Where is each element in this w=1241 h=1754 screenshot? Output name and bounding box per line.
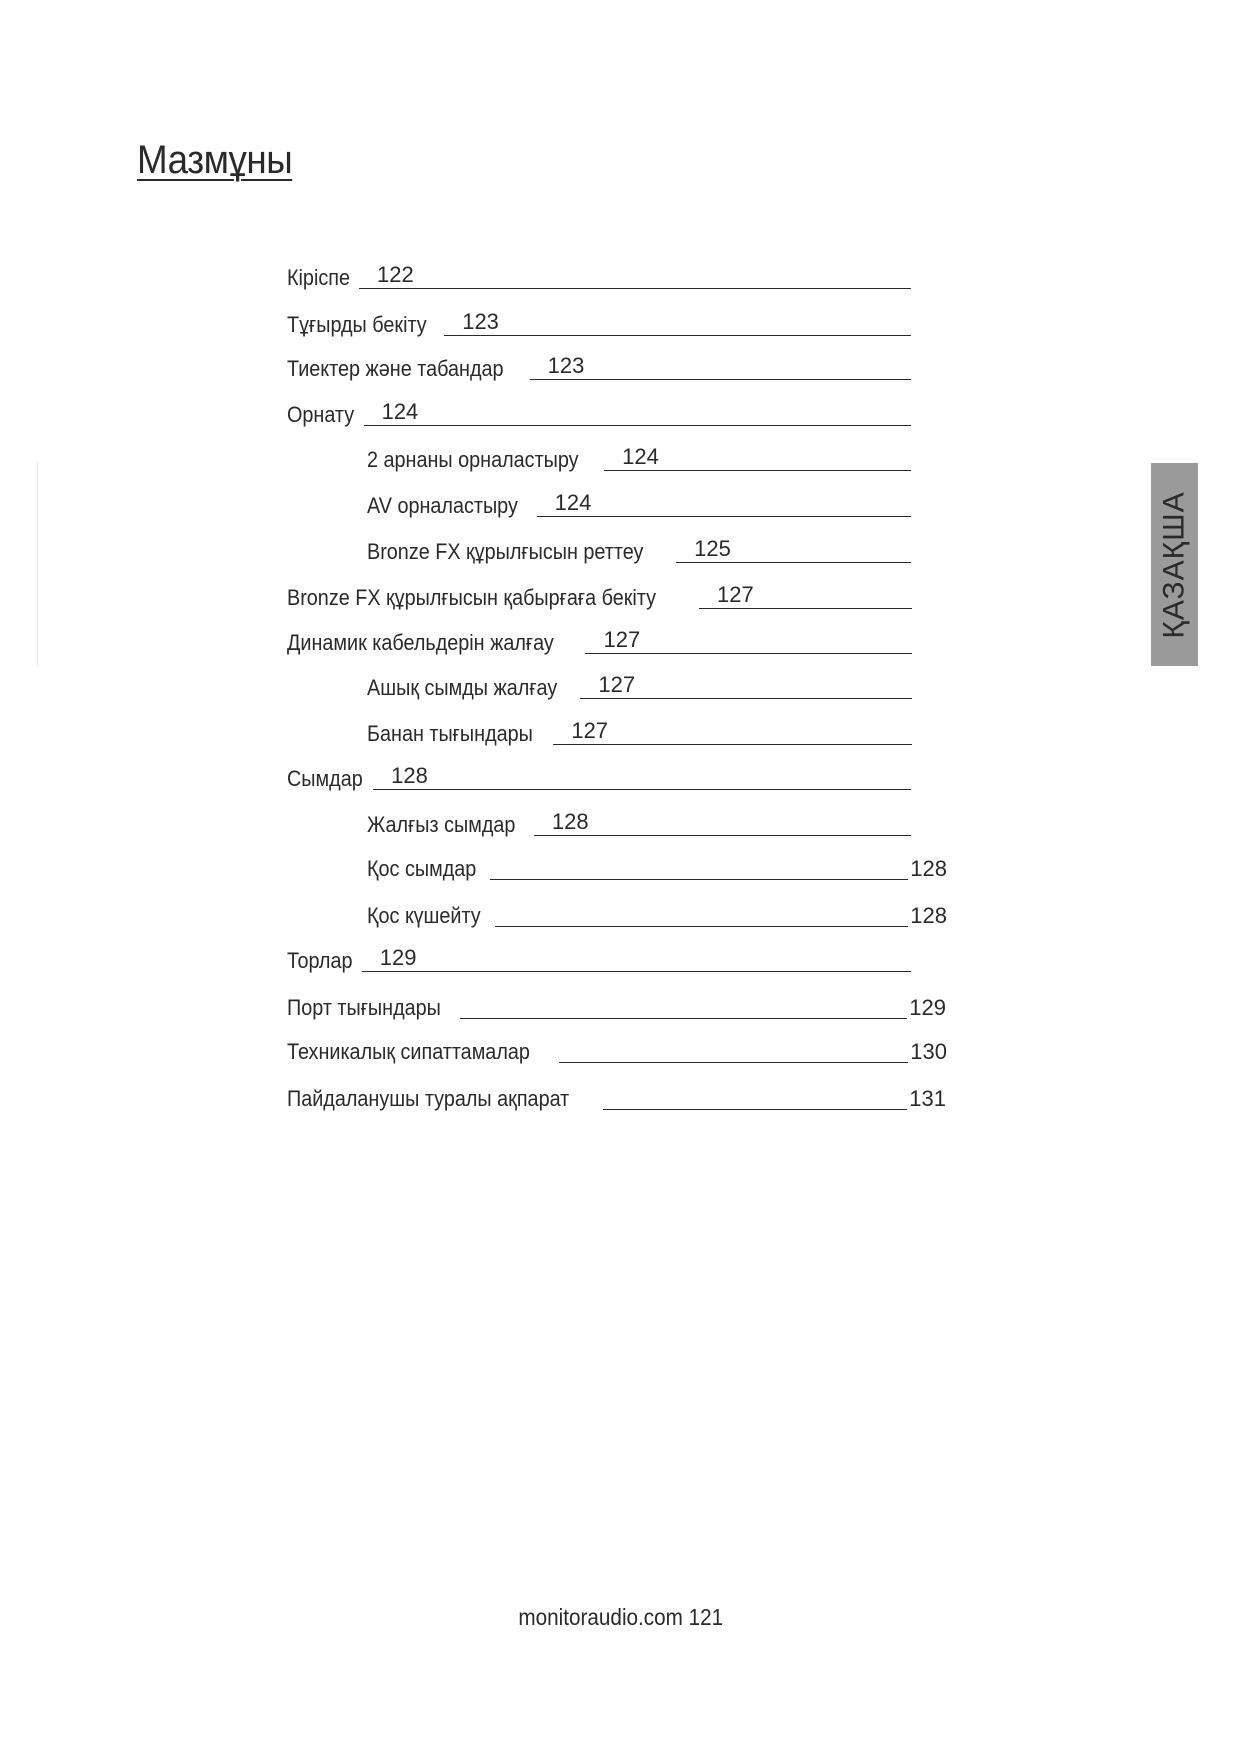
toc-entry[interactable] bbox=[287, 1033, 947, 1063]
toc-entry-page: 129 bbox=[379, 945, 417, 970]
toc-entry-page: 128 bbox=[391, 763, 428, 788]
toc-entry[interactable] bbox=[287, 942, 911, 972]
toc-entry-page: 128 bbox=[910, 856, 947, 881]
toc-entry-title: AV орналастыру bbox=[367, 493, 518, 518]
toc-entry-page: 127 bbox=[598, 672, 636, 697]
toc-entry[interactable] bbox=[367, 669, 912, 699]
toc-entry[interactable] bbox=[287, 1080, 946, 1110]
toc-entry[interactable] bbox=[287, 396, 911, 426]
toc-entry-page: 128 bbox=[551, 809, 589, 834]
toc-leader-line bbox=[530, 353, 911, 380]
toc-leader-line bbox=[585, 627, 912, 654]
toc-leader-line bbox=[534, 809, 911, 836]
page-footer bbox=[0, 1604, 1241, 1631]
toc-entry-page: 125 bbox=[694, 536, 731, 561]
toc-entry-page: 129 bbox=[909, 995, 946, 1020]
toc-leader-line bbox=[603, 1087, 908, 1110]
toc-entry-title: Порт тығындары bbox=[287, 995, 441, 1020]
toc-entry[interactable] bbox=[287, 350, 911, 380]
toc-entry[interactable] bbox=[287, 306, 911, 336]
toc-entry[interactable] bbox=[367, 715, 912, 745]
toc-entry-page: 123 bbox=[547, 353, 585, 378]
toc-entry-title: Кіріспе bbox=[287, 265, 350, 290]
toc-leader-line bbox=[364, 399, 911, 426]
toc-leader-line bbox=[676, 536, 911, 563]
toc-entry-title: Динамик кабельдерін жалғау bbox=[287, 630, 554, 655]
toc-entry[interactable] bbox=[367, 533, 911, 563]
toc-entry-page: 127 bbox=[571, 718, 609, 743]
toc-entry-title: Техникалық сипаттамалар bbox=[287, 1039, 530, 1064]
toc-entry-page: 124 bbox=[381, 399, 419, 424]
toc-leader-line bbox=[537, 490, 911, 517]
toc-entry-page: 127 bbox=[603, 627, 641, 652]
toc-entry-page: 128 bbox=[910, 903, 947, 928]
toc-entry-title: Орнату bbox=[287, 402, 355, 427]
toc-entry-title: Bronze FX құрылғысын қабырғаға бекіту bbox=[287, 585, 657, 610]
toc-leader-line bbox=[373, 763, 911, 790]
toc-entry[interactable] bbox=[367, 850, 947, 880]
toc-entry[interactable] bbox=[287, 760, 911, 790]
toc-entry-title: Bronze FX құрылғысын реттеу bbox=[367, 539, 644, 564]
toc-leader-line bbox=[359, 262, 911, 289]
language-tab-label: ҚАЗАҚША bbox=[1157, 490, 1191, 639]
toc-leader-line bbox=[604, 444, 911, 471]
toc-entry[interactable] bbox=[367, 441, 911, 471]
toc-entry-title: Қос сымдар bbox=[367, 856, 477, 881]
toc-entry-page: 127 bbox=[717, 582, 754, 607]
toc-leader-line bbox=[460, 996, 907, 1019]
toc-entry-page: 124 bbox=[622, 444, 659, 469]
toc-entry-page: 130 bbox=[910, 1039, 947, 1064]
toc-entry-title: Тиектер және табандар bbox=[287, 356, 504, 381]
toc-entry[interactable] bbox=[367, 806, 911, 836]
toc-leader-line bbox=[559, 1040, 908, 1063]
toc-leader-line bbox=[553, 718, 912, 745]
toc-entry-title: Тұғырды бекіту bbox=[287, 312, 427, 337]
toc-entry[interactable] bbox=[367, 897, 947, 927]
toc-entry-title: Банан тығындары bbox=[367, 721, 533, 746]
toc-entry[interactable] bbox=[367, 487, 911, 517]
toc-entry-title: Пайдаланушы туралы ақпарат bbox=[287, 1086, 570, 1111]
toc-entry-title: Жалғыз сымдар bbox=[367, 812, 516, 837]
toc-leader-line bbox=[490, 857, 908, 880]
toc-entry-page: 124 bbox=[554, 490, 592, 515]
toc-entry-page: 131 bbox=[909, 1086, 946, 1111]
toc-entry-page: 122 bbox=[376, 262, 414, 287]
toc-leader-line bbox=[444, 309, 911, 336]
toc-leader-line bbox=[699, 582, 912, 609]
toc-entry-title: Сымдар bbox=[287, 766, 363, 791]
toc-leader-line bbox=[495, 904, 908, 927]
toc-leader-line bbox=[362, 945, 911, 972]
page-title: Мазмұны bbox=[137, 138, 293, 182]
language-side-tab bbox=[1151, 463, 1198, 666]
footer-text: monitoraudio.com 121 bbox=[518, 1604, 723, 1630]
toc-entry-title: 2 арнаны орналастыру bbox=[367, 447, 579, 472]
toc-entry[interactable] bbox=[287, 989, 946, 1019]
toc-entry-title: Қос күшейту bbox=[367, 903, 481, 928]
toc-leader-line bbox=[580, 672, 912, 699]
toc-entry[interactable] bbox=[287, 579, 912, 609]
toc-entry[interactable] bbox=[287, 624, 912, 654]
toc-entry-title: Ашық сымды жалғау bbox=[367, 675, 558, 700]
toc-entry[interactable] bbox=[287, 259, 911, 289]
toc-entry-page: 123 bbox=[462, 309, 499, 334]
toc-entry-title: Торлар bbox=[287, 948, 353, 973]
